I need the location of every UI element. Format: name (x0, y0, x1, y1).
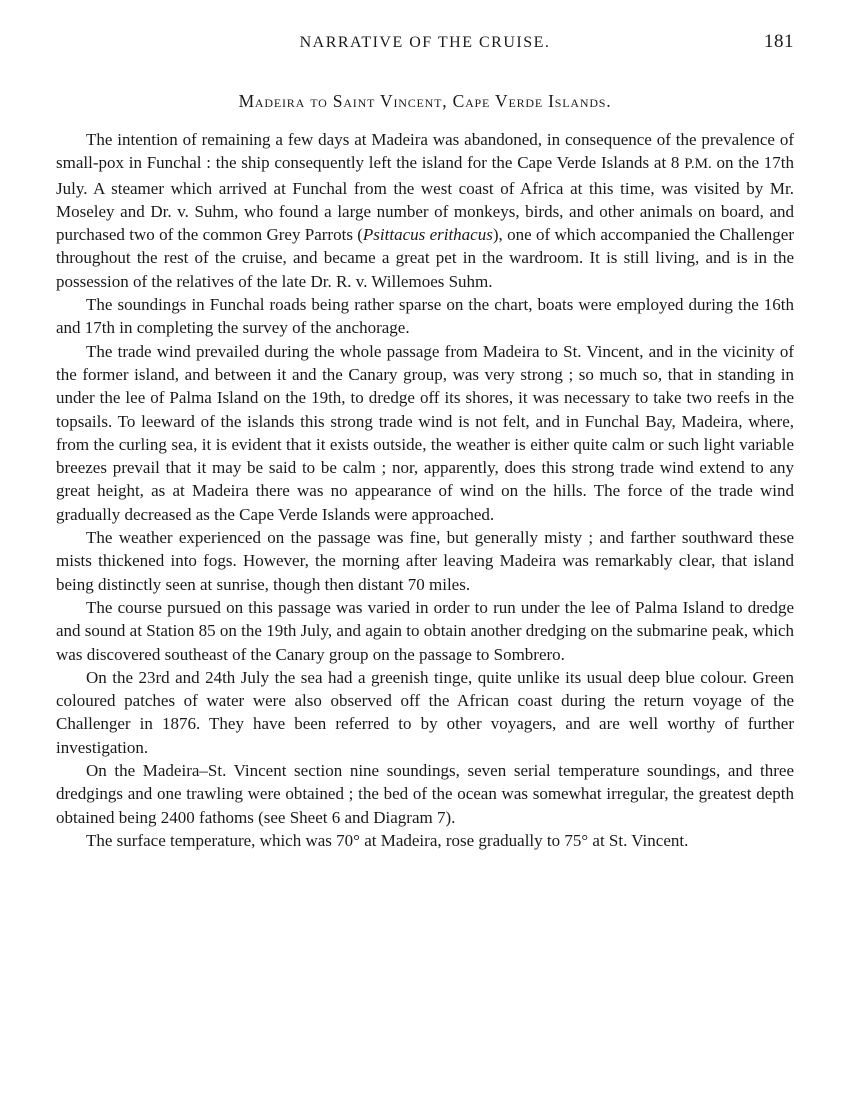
page-number: 181 (764, 31, 794, 52)
paragraph-1 (56, 128, 794, 293)
paragraph-5: The course pursued on this passage was varied in order to run under the lee of Palma Island to dredge and sound at Station 85 on the 19th July, and again to obtain another dredging on the submarine peak, which was discovered southeast of the Canary group on the passage to Sombrero. (56, 597, 794, 664)
paragraph-4: The weather experienced on the passage was fine, but generally misty ; and farther southward these mists thickened into fogs. However, the morning after leaving Madeira was remarkably clear, that island being distinctly seen at sunrise, though then distant 70 miles. (56, 528, 794, 594)
body-text (56, 128, 794, 852)
paragraph-7: On the Madeira–St. Vincent section nine soundings, seven serial temperature soundings, and three dredgings and one trawling were obtained ; the bed of the ocean was somewhat irregular, the greatest depth obtained being 2400 fathoms (see Sheet 6 and Diagram 7). (56, 761, 794, 827)
running-header (56, 31, 794, 58)
time-abbreviation: P.M. (684, 156, 712, 173)
paragraph-6: On the 23rd and 24th July the sea had a greenish tinge, quite unlike its usual deep blue colour. Green coloured patches of water were also observed off the African coast during the return voyage of the Challenger in 1876. They have been referred to by other voyagers, and are well worthy of further investigation. (56, 667, 794, 757)
running-title: NARRATIVE OF THE CRUISE. (299, 34, 551, 51)
paragraph-1-part-c: ), one of which accompanied the Challenger throughout the rest of the cruise, and became a great pet in the wardroom. It is still living, and is in the possession of the relatives of the late Dr. R. v. Willemoes Suhm. (56, 225, 795, 291)
paragraph-2: The soundings in Funchal roads being rather sparse on the chart, boats were employed during the 16th and 17th in completing the survey of the anchorage. (56, 295, 794, 338)
paragraph-1-part-b: on the 17th July. A steamer which arrived at Funchal from the west coast of Africa at this time, was visited by Mr. Moseley and Dr. v. Suhm, who found a large number of monkeys, birds, and other animals on board, and purchased two of the common Grey Parrots ( (56, 153, 794, 245)
section-heading: Madeira to Saint Vincent, Cape Verde Islands. (238, 91, 612, 111)
species-name: Psittacus erithacus (362, 225, 493, 245)
paragraph-1-part-a: The intention of remaining a few days at Madeira was abandoned, in consequence of the prevalence of small-pox in Funchal : the ship consequently left the island for the Cape Verde Islands at 8 (56, 130, 794, 173)
paragraph-8: The surface temperature, which was 70° at Madeira, rose gradually to 75° at St. Vincent. (86, 830, 689, 850)
paragraph-3: The trade wind prevailed during the whole passage from Madeira to St. Vincent, and in the vicinity of the former island, and between it and the Canary group, was very strong ; so much so, that in standing in under the lee of Palma Island on the 19th, to dredge off its shores, it was necessary to take two reefs in the topsails. To leeward of the islands this strong trade wind is not felt, and in Funchal Bay, Madeira, where, from the curling sea, it is evident that it exists outside, the weather is either quite calm or such light variable breezes prevail that it may be said to be calm ; nor, apparently, does this strong trade wind extend to any great height, as at Madeira there was no appearance of wind on the hills. The force of the trade wind gradually decreased as the Cape Verde Islands were approached. (56, 341, 794, 524)
